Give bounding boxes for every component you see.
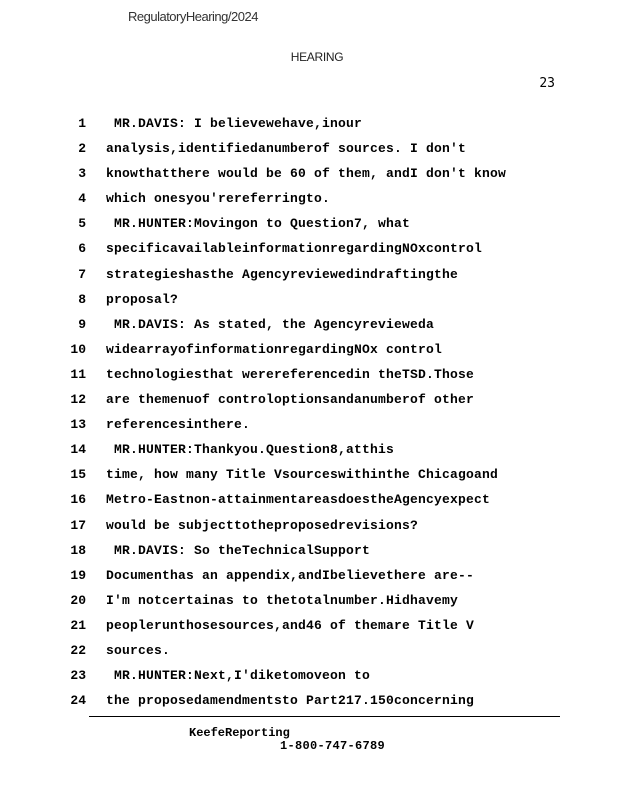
page-number: 23 bbox=[539, 76, 555, 91]
line-number: 16 bbox=[70, 492, 86, 508]
line-number: 23 bbox=[70, 668, 86, 684]
line-number: 7 bbox=[78, 266, 86, 282]
line-text: Metro-Eastnon-attainmentareasdoestheAgencyexpect bbox=[106, 492, 491, 508]
line-number: 24 bbox=[70, 693, 86, 709]
line-number: 22 bbox=[70, 642, 86, 658]
transcript-line bbox=[0, 287, 618, 312]
line-number: 5 bbox=[78, 216, 86, 232]
line-number: 9 bbox=[78, 316, 86, 332]
line-number: 18 bbox=[70, 542, 86, 558]
footer-company: KeefeReporting bbox=[189, 726, 290, 740]
transcript-line bbox=[0, 186, 618, 211]
line-text: the proposedamendmentsto Part217.150concerning bbox=[106, 693, 475, 709]
line-text: peoplerunthosesources,and46 of themare Title V bbox=[106, 617, 475, 633]
transcript-line bbox=[0, 663, 618, 688]
line-number: 6 bbox=[78, 241, 86, 257]
line-text: strategieshasthe Agencyreviewedindraftingthe bbox=[106, 266, 459, 282]
transcript-line bbox=[0, 111, 618, 136]
line-text: MR.HUNTER:Thankyou.Question8,atthis bbox=[114, 442, 395, 458]
transcript-line bbox=[0, 538, 618, 563]
line-number: 21 bbox=[70, 617, 86, 633]
line-text: referencesinthere. bbox=[106, 417, 251, 433]
transcript-line bbox=[0, 337, 618, 362]
line-text: technologiesthat werereferencedin theTSD.Those bbox=[106, 366, 475, 382]
line-number: 17 bbox=[70, 517, 86, 533]
line-text: sources. bbox=[106, 642, 171, 658]
transcript-line bbox=[0, 638, 618, 663]
line-text: proposal? bbox=[106, 291, 179, 307]
line-text: MR.DAVIS: So theTechnicalSupport bbox=[114, 542, 371, 558]
line-text: time, how many Title Vsourceswithinthe Chicagoand bbox=[106, 467, 499, 483]
line-text: I'm notcertainas to thetotalnumber.Hidhavemy bbox=[106, 592, 459, 608]
line-number: 20 bbox=[70, 592, 86, 608]
line-number: 1 bbox=[78, 116, 86, 131]
line-text: MR.HUNTER:Movingon to Question7, what bbox=[114, 216, 411, 232]
line-number: 14 bbox=[70, 442, 86, 458]
transcript-line bbox=[0, 211, 618, 236]
line-text: widearrayofinformationregardingNOx control bbox=[106, 341, 443, 357]
line-text: MR.HUNTER:Next,I'diketomoveon to bbox=[114, 668, 371, 684]
line-number: 12 bbox=[70, 392, 86, 408]
line-number: 19 bbox=[70, 567, 86, 583]
line-text: analysis,identifiedanumberof sources. I don't bbox=[106, 141, 467, 157]
transcript-line bbox=[0, 513, 618, 538]
line-number: 11 bbox=[70, 366, 86, 382]
transcript-line bbox=[0, 688, 618, 713]
footer-phone: 1-800-747-6789 bbox=[280, 739, 386, 753]
line-text: Documenthas an appendix,andIbelievethere are-- bbox=[106, 567, 475, 583]
line-text: MR.DAVIS: I believewehave,inour bbox=[114, 116, 363, 131]
line-number: 4 bbox=[78, 191, 86, 207]
transcript-body bbox=[0, 111, 618, 713]
transcript-line bbox=[0, 136, 618, 161]
line-text: are themenuof controloptionsandanumberof other bbox=[106, 392, 475, 408]
line-number: 13 bbox=[70, 417, 86, 433]
transcript-line bbox=[0, 262, 618, 287]
transcript-line bbox=[0, 462, 618, 487]
line-number: 8 bbox=[78, 291, 86, 307]
line-text: knowthatthere would be 60 of them, andI don't know bbox=[106, 166, 507, 182]
transcript-line bbox=[0, 563, 618, 588]
transcript-line bbox=[0, 613, 618, 638]
transcript-line bbox=[0, 412, 618, 437]
line-number: 3 bbox=[78, 166, 86, 182]
transcript-line bbox=[0, 487, 618, 512]
transcript-line bbox=[0, 312, 618, 337]
line-text: MR.DAVIS: As stated, the Agencyrevieweda bbox=[114, 316, 435, 332]
line-text: specificavailableinformationregardingNOxcontrol bbox=[106, 241, 483, 257]
transcript-line bbox=[0, 588, 618, 613]
line-text: which onesyou'rereferringto. bbox=[106, 191, 331, 207]
transcript-line bbox=[0, 362, 618, 387]
line-text: would be subjecttotheproposedrevisions? bbox=[106, 517, 419, 533]
line-number: 15 bbox=[70, 467, 86, 483]
header-left-text: RegulatoryHearing/2024 bbox=[128, 9, 258, 24]
transcript-line bbox=[0, 387, 618, 412]
footer-divider bbox=[89, 716, 560, 717]
line-number: 2 bbox=[78, 141, 86, 157]
transcript-line bbox=[0, 161, 618, 186]
transcript-line bbox=[0, 437, 618, 462]
transcript-line bbox=[0, 236, 618, 261]
header-title: HEARING bbox=[290, 50, 344, 64]
line-number: 10 bbox=[70, 341, 86, 357]
